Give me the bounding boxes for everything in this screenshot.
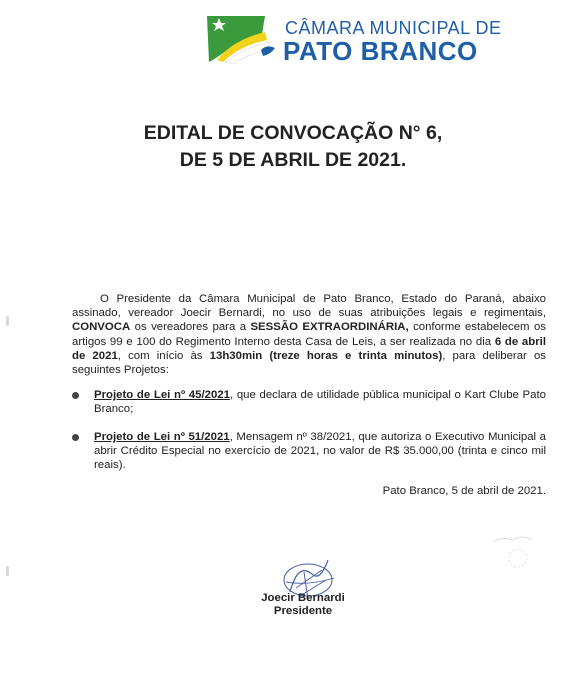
- org-name-line2: PATO BRANCO: [283, 36, 478, 66]
- bullet-icon: [72, 434, 79, 441]
- p1-intro: O Presidente da Câmara Municipal de Pato Branco, Estado do Paraná, abaixo assinado, vereador Joecir Bernardi, no uso de suas atribuições legais e regimentais,: [72, 293, 546, 320]
- faint-stamp-icon: [488, 528, 538, 578]
- project-description: , Mensagem nº 38/2021, que autoriza o Executivo Municipal a abrir Crédito Especial no exercício de 2021, no valor de R$ 35.000,00 (trinta e cinco mil reais).: [94, 431, 546, 472]
- p1-date: 6 de abril de 2021: [72, 335, 546, 362]
- header-logo: [203, 10, 502, 66]
- bullet-icon: [72, 392, 79, 399]
- list-item: [72, 388, 546, 418]
- document-title: [0, 120, 586, 174]
- p1-time: 13h30min (treze horas e trinta minutos): [209, 349, 443, 362]
- convocation-paragraph: [72, 292, 546, 377]
- title-line1: EDITAL DE CONVOCAÇÃO N° 6,: [143, 122, 443, 144]
- place-date: Pato Branco, 5 de abril de 2021.: [382, 485, 546, 497]
- p1-mid: os vereadores para a: [130, 321, 251, 334]
- signatory-block: [218, 592, 388, 618]
- project-link[interactable]: Projeto de Lei nº 45/2021: [94, 389, 230, 401]
- project-link[interactable]: Projeto de Lei nº 51/2021: [94, 431, 230, 443]
- p1-rest: conforme estabelecem os artigos 99 e 100 do Regimento Interno desta Casa de Leis, a ser realizada no dia: [72, 321, 546, 348]
- scan-artifact: [6, 316, 9, 326]
- p1-rest2: , com início às: [117, 349, 210, 362]
- org-name-line1: CÂMARA MUNICIPAL DE: [285, 18, 502, 38]
- p1-sessao: SESSÃO EXTRAORDINÁRIA,: [250, 321, 409, 334]
- list-item: [72, 430, 546, 476]
- flag-logo-icon: [203, 10, 277, 64]
- title-line2: DE 5 DE ABRIL DE 2021.: [179, 149, 407, 171]
- p1-convoca: CONVOCA: [72, 321, 131, 334]
- signatory-role: Presidente: [273, 605, 333, 617]
- signatory-name: Joecir Bernardi: [261, 592, 345, 604]
- scan-artifact: [6, 566, 9, 576]
- project-description: , que declara de utilidade pública municipal o Kart Clube Pato Branco;: [94, 389, 546, 416]
- p1-end: , para deliberar os seguintes Projetos:: [72, 349, 546, 377]
